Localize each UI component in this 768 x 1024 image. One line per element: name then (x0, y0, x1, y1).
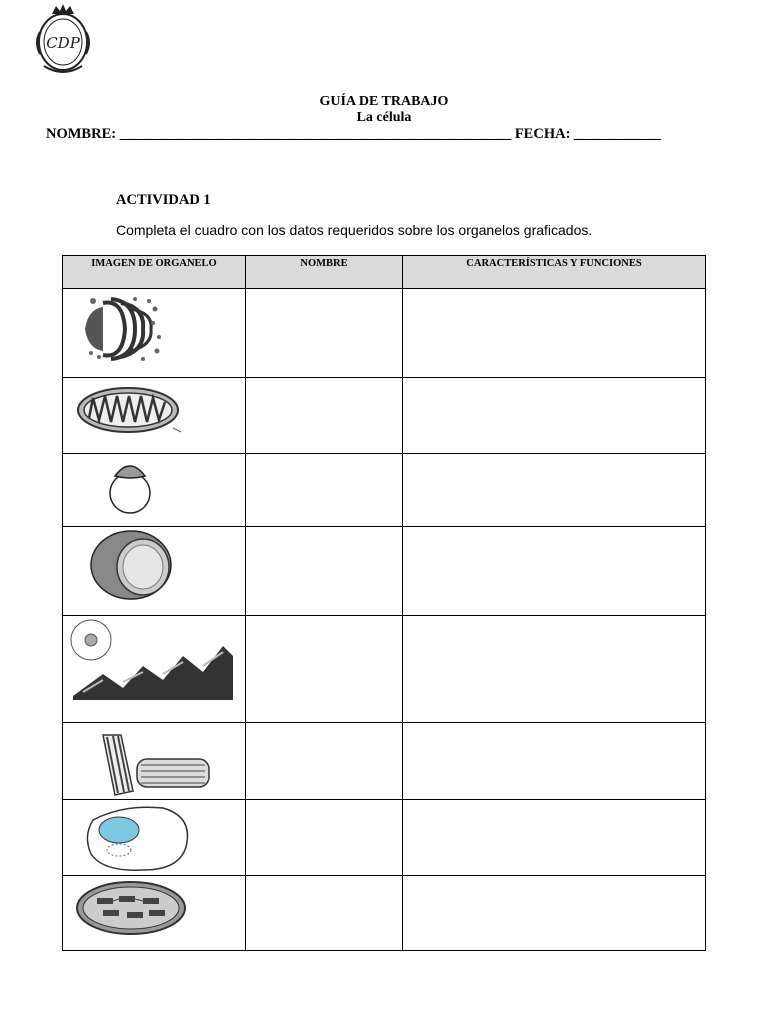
organelle-image-cell (63, 876, 246, 951)
cell-nucleus-blue-icon (63, 800, 246, 876)
golgi-apparatus-icon (63, 289, 246, 378)
organelle-characteristics-cell[interactable] (403, 800, 706, 876)
table-row (63, 454, 706, 527)
table-row (63, 616, 706, 723)
organelle-characteristics-cell[interactable] (403, 876, 706, 951)
endoplasmic-reticulum-icon (63, 616, 246, 723)
organelle-image-cell (63, 289, 246, 378)
table-row (63, 289, 706, 378)
organelle-name-cell[interactable] (246, 289, 403, 378)
table-row (63, 723, 706, 800)
column-header-characteristics: CARACTERÍSTICAS Y FUNCIONES (403, 256, 706, 289)
organelle-name-cell[interactable] (246, 378, 403, 454)
organelle-name-cell[interactable] (246, 723, 403, 800)
column-header-image: IMAGEN DE ORGANELO (63, 256, 246, 289)
table-row (63, 378, 706, 454)
organelle-image-cell (63, 616, 246, 723)
organelle-image-cell (63, 527, 246, 616)
organelle-characteristics-cell[interactable] (403, 527, 706, 616)
table-header-row (63, 256, 706, 289)
organelle-name-cell[interactable] (246, 527, 403, 616)
organelle-table (62, 255, 706, 951)
document-subtitle: La célula (356, 110, 412, 125)
ribosome-icon (63, 454, 246, 527)
activity-instruction: Completa el cuadro con los datos requeridos sobre los organelos graficados. (116, 222, 593, 238)
mitochondrion-icon (63, 378, 246, 454)
organelle-image-cell (63, 723, 246, 800)
organelle-characteristics-cell[interactable] (403, 723, 706, 800)
organelle-name-cell[interactable] (246, 800, 403, 876)
organelle-characteristics-cell[interactable] (403, 616, 706, 723)
table-row (63, 800, 706, 876)
chloroplast-icon (63, 876, 246, 951)
name-date-line: NOMBRE: ______________________________________________________ FECHA: ____________ (46, 126, 662, 142)
svg-text:CDP: CDP (46, 34, 80, 52)
organelle-image-cell (63, 800, 246, 876)
organelle-name-cell[interactable] (246, 454, 403, 527)
organelle-name-cell[interactable] (246, 876, 403, 951)
activity-heading: ACTIVIDAD 1 (116, 192, 211, 208)
school-crest-logo (32, 2, 94, 76)
nucleus-icon (63, 527, 246, 616)
column-header-name: NOMBRE (246, 256, 403, 289)
organelle-name-cell[interactable] (246, 616, 403, 723)
table-row (63, 527, 706, 616)
table-row (63, 876, 706, 951)
organelle-image-cell (63, 378, 246, 454)
centriole-icon (63, 723, 246, 800)
organelle-image-cell (63, 454, 246, 527)
organelle-characteristics-cell[interactable] (403, 454, 706, 527)
organelle-characteristics-cell[interactable] (403, 289, 706, 378)
document-title: GUÍA DE TRABAJO (319, 94, 449, 109)
organelle-characteristics-cell[interactable] (403, 378, 706, 454)
